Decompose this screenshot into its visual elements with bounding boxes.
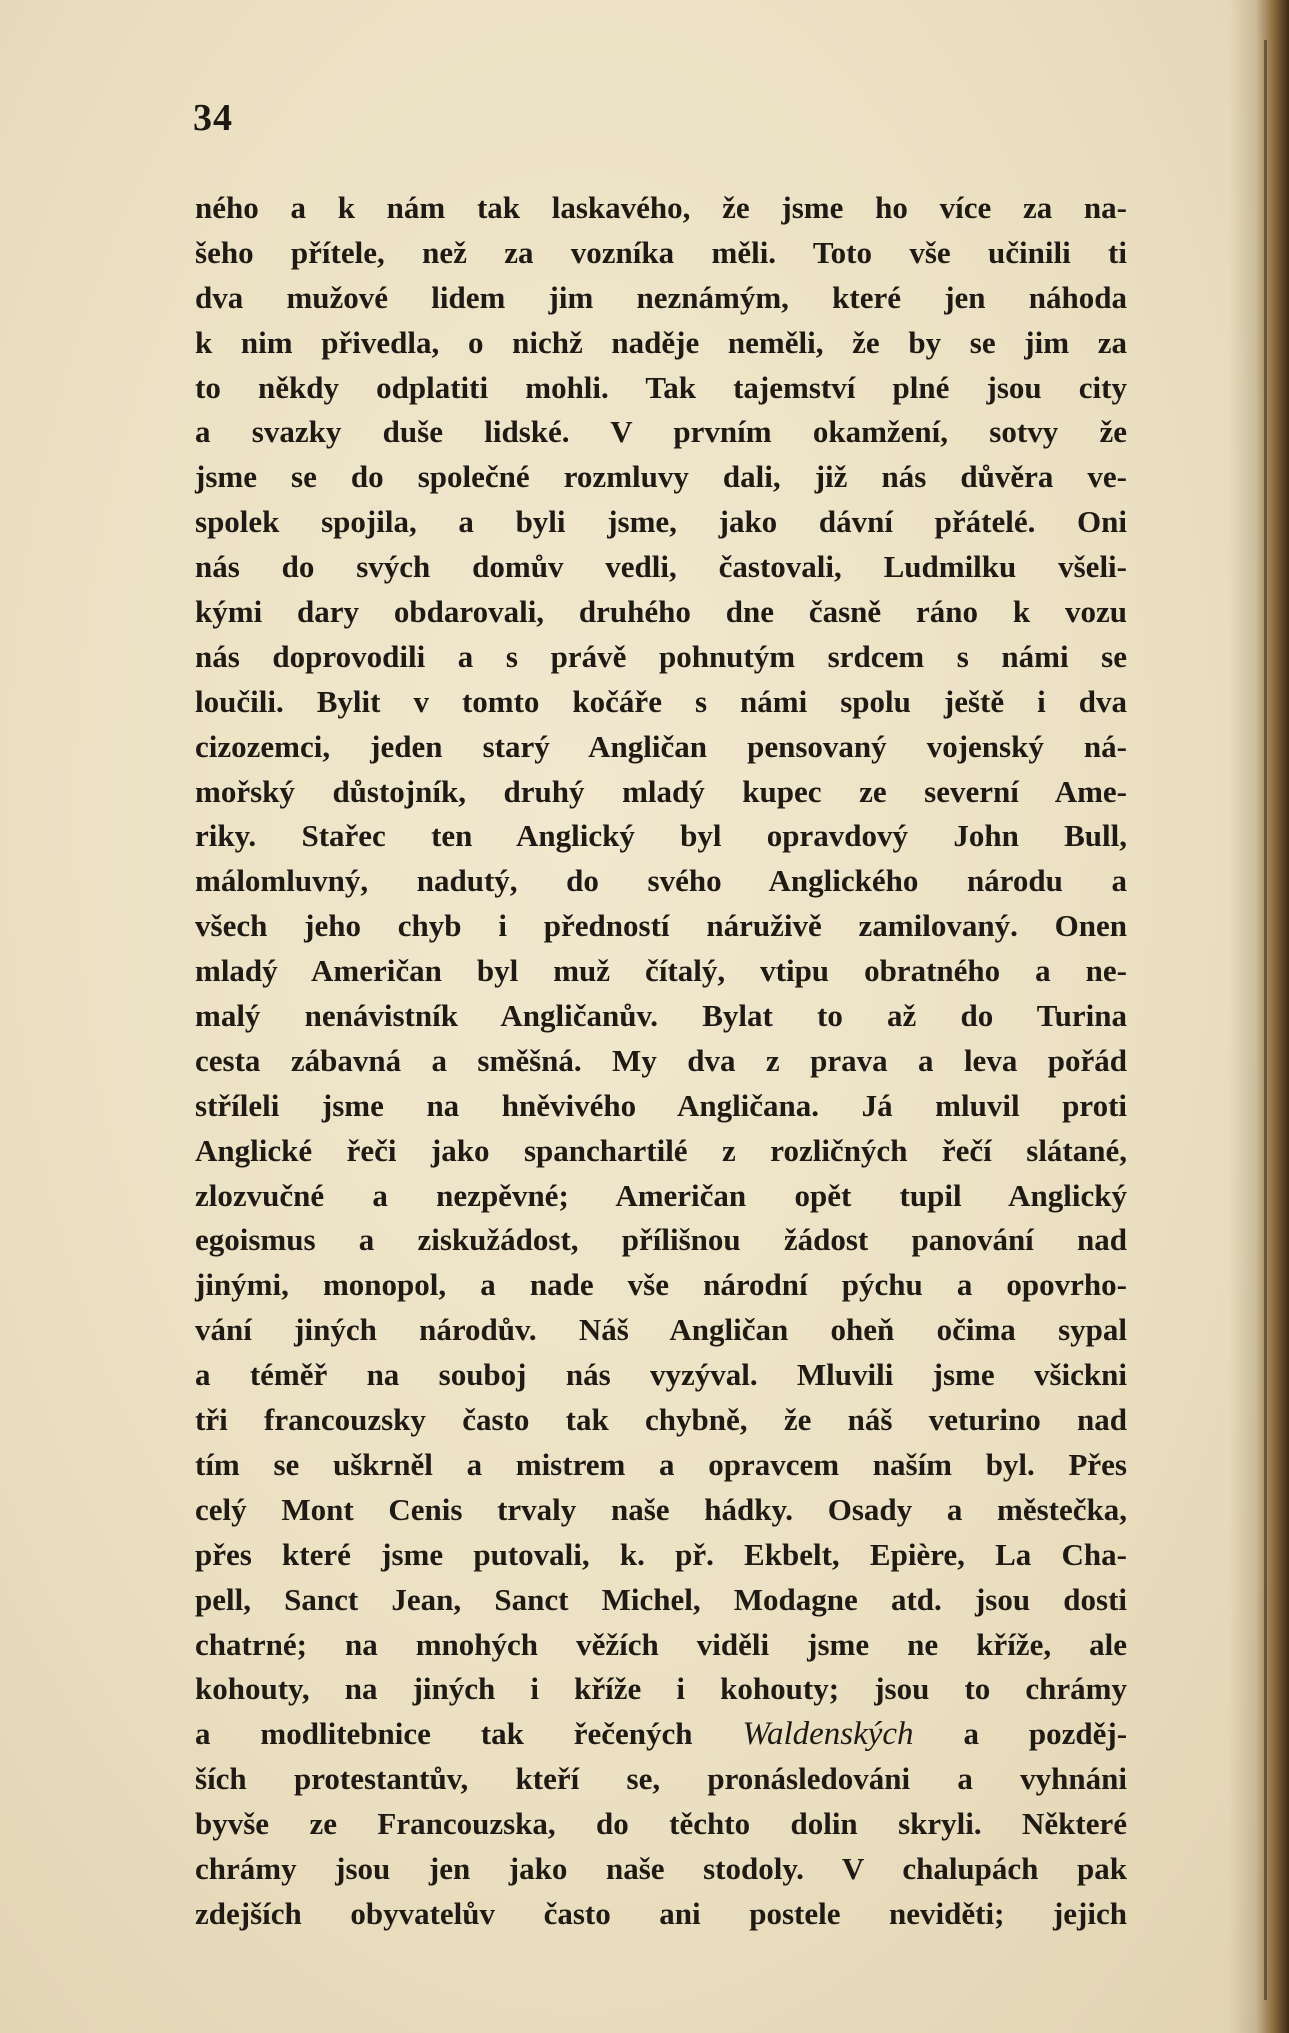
text-line-1: ného a k nám tak laskavého, že jsme ho více za na-	[195, 190, 1127, 225]
book-binding-edge	[1229, 0, 1289, 2033]
text-line-2: šeho přítele, než za vozníka měli. Toto vše učinili ti	[195, 234, 1127, 270]
text-line-22: Anglické řeči jako spanchartilé z rozličných řečí slátané,	[195, 1132, 1127, 1168]
text-line-25: jinými, monopol, a nade vše národní pýchu a opovrho-	[195, 1267, 1127, 1303]
text-line-21: stříleli jsme na hněvivého Angličana. Já mluvil proti	[195, 1087, 1127, 1123]
text-line-35-before: a modlitebnice tak řečených	[195, 1716, 693, 1752]
text-line-19: malý nenávistník Angličanův. Bylat to až do Turina	[195, 998, 1127, 1034]
text-line-12: loučili. Bylit v tomto kočáře s námi spolu ještě i dva	[195, 683, 1127, 719]
text-line-14: mořský důstojník, druhý mladý kupec ze severní Ame-	[195, 773, 1127, 809]
text-line-35	[195, 1712, 1127, 1757]
text-line-17: všech jeho chyb i předností náruživě zamilovaný. Onen	[195, 908, 1127, 944]
text-line-27: a téměř na souboj nás vyzýval. Mluvili jsme všickni	[195, 1357, 1127, 1393]
text-line-18: mladý Američan byl muž čítalý, vtipu obratného a ne-	[195, 953, 1127, 989]
text-line-6: a svazky duše lidské. V prvním okamžení, sotvy že	[195, 414, 1127, 450]
text-line-38: chrámy jsou jen jako naše stodoly. V chalupách pak	[195, 1850, 1127, 1886]
text-line-35-after: a pozděj-	[963, 1716, 1128, 1752]
text-line-20: cesta zábavná a směšná. My dva z prava a leva pořád	[195, 1042, 1127, 1078]
text-line-16: málomluvný, nadutý, do svého Anglického národu a	[195, 863, 1127, 899]
italic-word-waldenskych: Waldenských	[742, 1716, 914, 1753]
text-line-33: chatrné; na mnohých věžích viděli jsme ne kříže, ale	[195, 1626, 1127, 1662]
text-line-15: riky. Stařec ten Anglický byl opravdový John Bull,	[195, 818, 1127, 854]
binding-shadow-line	[1264, 40, 1267, 2000]
text-line-28: tři francouzsky často tak chybně, že náš veturino nad	[195, 1402, 1127, 1438]
text-line-4: k nim přivedla, o nichž naděje neměli, že by se jim za	[195, 324, 1127, 360]
text-line-32: pell, Sanct Jean, Sanct Michel, Modagne atd. jsou dosti	[195, 1581, 1127, 1617]
text-line-5: to někdy odplatiti mohli. Tak tajemství plné jsou city	[195, 369, 1127, 405]
body-text	[195, 186, 1127, 1937]
text-line-3: dva mužové lidem jim neznámým, které jen náhoda	[195, 279, 1127, 315]
text-line-8: spolek spojila, a byli jsme, jako dávní přátelé. Oni	[195, 504, 1127, 540]
text-line-24: egoismus a ziskužádost, přílišnou žádost panování nad	[195, 1222, 1127, 1258]
text-line-10: kými dary obdarovali, druhého dne časně ráno k vozu	[195, 594, 1127, 630]
text-line-39: zdejších obyvatelův často ani postele neviděti; jejich	[195, 1895, 1127, 1931]
text-line-7: jsme se do společné rozmluvy dali, již nás důvěra ve-	[195, 459, 1127, 495]
text-line-29: tím se uškrněl a mistrem a opravcem naším byl. Přes	[195, 1446, 1127, 1482]
text-line-37: byvše ze Francouzska, do těchto dolin skryli. Některé	[195, 1806, 1127, 1842]
text-line-36: ších protestantův, kteří se, pronásledováni a vyhnáni	[195, 1761, 1127, 1797]
text-line-34: kohouty, na jiných i kříže i kohouty; jsou to chrámy	[195, 1671, 1127, 1707]
text-line-13: cizozemci, jeden starý Angličan pensovaný vojenský ná-	[195, 728, 1127, 764]
text-line-23: zlozvučné a nezpěvné; Američan opět tupil Anglický	[195, 1177, 1127, 1213]
text-line-26: vání jiných národův. Náš Angličan oheň očima sypal	[195, 1312, 1127, 1348]
text-line-9: nás do svých domův vedli, častovali, Ludmilku všeli-	[195, 549, 1127, 585]
text-line-31: přes které jsme putovali, k. př. Ekbelt, Epière, La Cha-	[195, 1536, 1127, 1572]
text-line-30: celý Mont Cenis trvaly naše hádky. Osady a městečka,	[195, 1491, 1127, 1527]
page-number: 34	[193, 97, 233, 139]
text-line-11: nás doprovodili a s právě pohnutým srdcem s námi se	[195, 638, 1127, 674]
